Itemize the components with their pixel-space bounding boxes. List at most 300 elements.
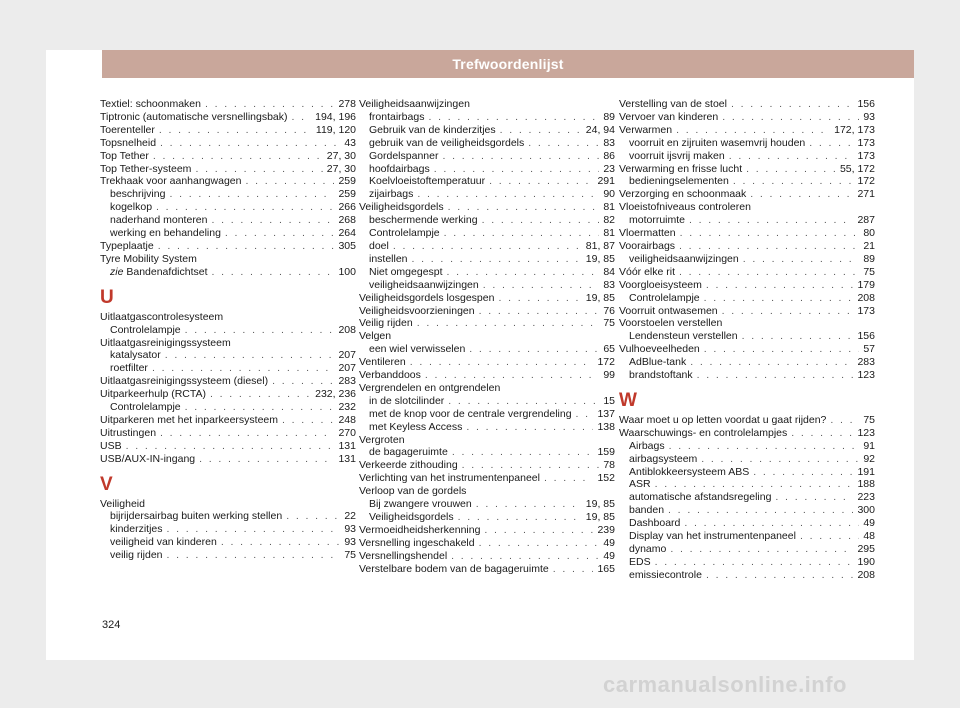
- dot-leader: [701, 453, 859, 466]
- index-subentry: [100, 201, 356, 214]
- index-subentry: [359, 498, 615, 511]
- index-subentry: [359, 408, 615, 421]
- entry-term: veiligheidsaanwijzingen: [629, 252, 739, 265]
- index-subentry: [359, 150, 615, 163]
- entry-pages: 165: [597, 562, 615, 575]
- entry-term: Verwarming en frisse lucht: [619, 162, 743, 175]
- dot-leader: [199, 453, 334, 466]
- index-entry: [359, 459, 615, 472]
- dot-leader: [706, 279, 854, 292]
- index-entry: Uitlaatgascontrolesysteem: [100, 310, 224, 323]
- entry-pages: 99: [603, 369, 615, 382]
- entry-term: beschermende werking: [369, 214, 478, 227]
- index-subentry: [619, 504, 875, 517]
- index-subentry: [359, 163, 615, 176]
- dot-leader: [428, 111, 599, 124]
- entry-pages: 49: [863, 517, 875, 530]
- entry-pages: 22: [344, 510, 356, 523]
- index-entry: [619, 227, 875, 240]
- index-entry: [619, 414, 875, 427]
- entry-pages: 270: [338, 426, 356, 439]
- entry-term: USB/AUX-IN-ingang: [100, 452, 196, 465]
- entry-term: naderhand monteren: [110, 214, 208, 227]
- index-entry: [619, 427, 875, 440]
- index-entry: Veiligheidsaanwijzingen: [359, 98, 470, 110]
- dot-leader: [167, 523, 341, 536]
- dot-leader: [753, 466, 853, 479]
- entry-pages: 19, 85: [585, 498, 615, 511]
- index-entry: [100, 440, 356, 453]
- entry-pages: 49: [603, 536, 615, 549]
- dot-leader: [434, 163, 600, 176]
- dot-leader: [528, 137, 599, 150]
- entry-term: Controlelampje: [110, 401, 181, 414]
- dot-leader: [746, 163, 836, 176]
- dot-leader: [282, 414, 334, 427]
- index-entry: [359, 356, 615, 369]
- index-subentry: [100, 549, 356, 562]
- entry-term: Trekhaak voor aanhangwagen: [100, 175, 242, 188]
- dot-leader: [750, 188, 853, 201]
- entry-term: Versnellingshendel: [359, 549, 448, 562]
- dot-leader: [722, 111, 859, 124]
- entry-term: Lendensteun verstellen: [629, 330, 738, 343]
- entry-term: met Keyless Access: [369, 420, 463, 433]
- index-subentry: [619, 292, 875, 305]
- entry-term: voorruit ijsvrij maken: [629, 149, 725, 162]
- index-subentry: [619, 137, 875, 150]
- index-entry: [100, 175, 356, 188]
- entry-pages: 287: [857, 214, 875, 227]
- entry-term-text: Bandenafdichtset: [126, 265, 208, 278]
- dot-leader: [484, 524, 593, 537]
- dot-leader: [126, 440, 335, 453]
- entry-term: kinderzitjes: [110, 523, 163, 536]
- entry-term: brandstoftank: [629, 369, 693, 382]
- dot-leader: [809, 137, 853, 150]
- dot-leader: [669, 440, 860, 453]
- entry-term: kogelkop: [110, 201, 153, 214]
- dot-leader: [447, 266, 600, 279]
- index-entry: [619, 163, 875, 176]
- entry-term: emissiecontrole: [629, 568, 702, 581]
- index-subentry: [100, 214, 356, 227]
- index-entry: [359, 201, 615, 214]
- index-subentry: [100, 188, 356, 201]
- dot-leader: [458, 511, 582, 524]
- index-subentry: [619, 543, 875, 556]
- entry-term: Versnelling ingeschakeld: [359, 536, 475, 549]
- entry-term: motorruimte: [629, 214, 686, 227]
- entry-term: Textiel: schoonmaken: [100, 98, 201, 110]
- watermark-logo: carmanualsonline.info: [603, 672, 847, 697]
- dot-leader: [684, 517, 859, 530]
- index-subentry: [359, 421, 615, 434]
- index-entry: [619, 305, 875, 318]
- entry-term: Voorairbags: [619, 239, 676, 252]
- dot-leader: [576, 408, 594, 421]
- dot-leader: [210, 388, 311, 401]
- index-subentry: [359, 111, 615, 124]
- entry-term: Display van het instrumentenpaneel: [629, 530, 796, 543]
- dot-leader: [729, 150, 854, 163]
- entry-term: veiligheidsaanwijzingen: [369, 278, 479, 291]
- entry-pages: 19, 85: [585, 511, 615, 523]
- entry-term: Uitparkeerhulp (RCTA): [100, 388, 206, 401]
- index-letter-heading: V: [100, 473, 113, 495]
- entry-pages: 283: [338, 375, 356, 388]
- entry-pages: 232, 236: [315, 388, 356, 401]
- index-entry: [359, 537, 615, 550]
- dot-leader: [706, 569, 854, 582]
- entry-pages: 55, 172: [839, 162, 875, 175]
- index-subentry: [619, 440, 875, 453]
- page-number: 324: [102, 619, 121, 631]
- entry-term: in de slotcilinder: [369, 394, 445, 407]
- entry-pages: 159: [597, 446, 615, 459]
- dot-leader: [225, 227, 335, 240]
- entry-pages: 131: [338, 452, 356, 465]
- entry-term: Niet omgegespt: [369, 265, 443, 278]
- index-entry: [100, 150, 356, 163]
- entry-pages: 78: [603, 459, 615, 472]
- dot-leader: [410, 356, 594, 369]
- entry-term: Verstelbare bodem van de bagageruimte: [359, 562, 549, 575]
- entry-pages: 271: [857, 188, 875, 201]
- index-subentry: [100, 401, 356, 414]
- dot-leader: [160, 137, 340, 150]
- dot-leader: [676, 124, 830, 137]
- entry-pages: 76: [603, 304, 615, 317]
- entry-term: zijairbags: [369, 188, 414, 201]
- entry-term: Vulhoeveelheden: [619, 343, 700, 356]
- entry-pages: 24, 94: [585, 123, 615, 136]
- dot-leader: [479, 537, 600, 550]
- entry-term: EDS: [629, 555, 651, 568]
- entry-pages: 49: [603, 549, 615, 562]
- entry-pages: 89: [863, 252, 875, 265]
- dot-leader: [670, 543, 853, 556]
- entry-pages: 19, 85: [585, 252, 615, 265]
- entry-pages: 48: [863, 530, 875, 543]
- entry-pages: 93: [344, 523, 356, 536]
- entry-term: airbagsysteem: [629, 452, 698, 465]
- dot-leader: [697, 369, 854, 382]
- dot-leader: [704, 343, 860, 356]
- entry-term: veiligheid van kinderen: [110, 536, 217, 549]
- index-entry: [359, 563, 615, 576]
- index-entry: [100, 240, 356, 253]
- dot-leader: [479, 305, 600, 318]
- dot-leader: [775, 491, 853, 504]
- index-entry: Velgen: [359, 330, 392, 343]
- entry-term: Uitparkeren met het inparkeersysteem: [100, 413, 278, 426]
- index-entry: [100, 427, 356, 440]
- index-subentry: [359, 214, 615, 227]
- index-subentry: [100, 510, 356, 523]
- index-entry: [359, 369, 615, 382]
- index-entry: [619, 111, 875, 124]
- index-entry: [100, 388, 356, 401]
- entry-pages: 15: [603, 394, 615, 407]
- entry-pages: 93: [344, 536, 356, 549]
- entry-pages: 300: [857, 504, 875, 517]
- index-subentry: [619, 569, 875, 582]
- dot-leader: [722, 305, 854, 318]
- entry-pages: 295: [857, 543, 875, 555]
- entry-pages: 172, 173: [834, 123, 875, 136]
- index-subentry: [359, 188, 615, 201]
- entry-term: Bij zwangere vrouwen: [369, 498, 472, 511]
- entry-term: Verwarmen: [619, 123, 673, 136]
- dot-leader: [679, 240, 859, 253]
- entry-pages: 57: [863, 343, 875, 356]
- entry-term: Waarschuwings- en controlelampjes: [619, 426, 788, 439]
- entry-term: Veiligheidsgordels: [369, 511, 454, 523]
- dot-leader: [679, 266, 859, 279]
- dot-leader: [742, 330, 854, 343]
- index-entry: Tyre Mobility System: [100, 252, 197, 265]
- entry-pages: 259: [338, 175, 356, 188]
- dot-leader: [733, 175, 854, 188]
- dot-leader: [442, 150, 599, 163]
- entry-term: Verkeerde zithouding: [359, 459, 458, 472]
- entry-term: gebruik van de veiligheidsgordels: [369, 136, 525, 149]
- dot-leader: [185, 324, 335, 337]
- index-letter-heading: U: [100, 286, 114, 308]
- dot-leader: [212, 266, 335, 279]
- index-entry: Verloop van de gordels: [359, 485, 467, 498]
- index-subentry: [619, 478, 875, 491]
- entry-term: dynamo: [629, 543, 667, 555]
- index-subentry: [359, 279, 615, 292]
- entry-term: Verbanddoos: [359, 369, 421, 382]
- dot-leader: [425, 369, 599, 382]
- index-entry: [619, 279, 875, 292]
- entry-term: bedieningselementen: [629, 175, 729, 188]
- index-subentry: [359, 446, 615, 459]
- dot-leader: [452, 446, 594, 459]
- entry-pages: 291: [597, 175, 615, 188]
- dot-leader: [169, 188, 334, 201]
- dot-leader: [412, 253, 582, 266]
- entry-pages: 82: [603, 214, 615, 227]
- dot-leader: [476, 498, 582, 511]
- header-bar: [102, 50, 914, 78]
- entry-pages: 266: [338, 201, 356, 214]
- entry-pages: 190: [857, 555, 875, 568]
- dot-leader: [221, 536, 340, 549]
- dot-leader: [689, 214, 853, 227]
- index-entry: [100, 414, 356, 427]
- dot-leader: [451, 550, 599, 563]
- index-entry: [100, 124, 356, 137]
- entry-pages: 93: [863, 110, 875, 123]
- index-subentry: [359, 240, 615, 253]
- entry-term: AdBlue-tank: [629, 356, 687, 369]
- dot-leader: [489, 175, 593, 188]
- entry-term: Top Tether: [100, 149, 149, 162]
- index-subentry: [100, 227, 356, 240]
- index-column-2: [359, 98, 615, 576]
- entry-term: Verzorging en schoonmaak: [619, 188, 747, 201]
- index-letter-heading: W: [619, 389, 637, 411]
- dot-leader: [482, 214, 600, 227]
- entry-pages: 248: [338, 413, 356, 426]
- dot-leader: [498, 292, 581, 305]
- entry-term: banden: [629, 504, 665, 517]
- entry-pages: 172: [857, 175, 875, 188]
- entry-pages: 83: [603, 278, 615, 291]
- index-subentry: [359, 253, 615, 266]
- dot-leader: [286, 510, 340, 523]
- entry-term: Verlichting van het instrumentenpaneel: [359, 472, 540, 485]
- entry-term: bijrijdersairbag buiten werking stellen: [110, 510, 283, 523]
- entry-pages: 90: [603, 188, 615, 201]
- dot-leader: [444, 227, 600, 240]
- index-entry: [100, 137, 356, 150]
- entry-term: voorruit en zijruiten wasemvrij houden: [629, 136, 806, 149]
- index-entry: Vergrendelen en ontgrendelen: [359, 381, 501, 394]
- entry-pages: 131: [338, 439, 356, 452]
- index-subentry: [619, 517, 875, 530]
- entry-term: roetfilter: [110, 362, 148, 375]
- dot-leader: [830, 414, 859, 427]
- entry-term: Controlelampje: [110, 323, 181, 336]
- index-entry: [100, 111, 356, 124]
- index-subentry: [359, 227, 615, 240]
- index-subentry: [359, 175, 615, 188]
- entry-pages: 278: [338, 98, 356, 110]
- dot-leader: [212, 214, 335, 227]
- entry-pages: 156: [857, 330, 875, 343]
- entry-pages: 27, 30: [326, 149, 356, 162]
- entry-pages: 208: [857, 291, 875, 304]
- index-entry: [619, 240, 875, 253]
- entry-pages: 83: [603, 136, 615, 149]
- index-entry: Vergroten: [359, 433, 405, 446]
- index-subentry: [619, 453, 875, 466]
- dot-leader: [152, 362, 335, 375]
- dot-leader: [500, 124, 582, 137]
- index-subentry: [359, 395, 615, 408]
- entry-term: Gordelspanner: [369, 149, 439, 162]
- entry-pages: 19, 85: [585, 291, 615, 304]
- dot-leader: [167, 549, 341, 562]
- dot-leader: [417, 317, 600, 330]
- entry-pages: 305: [338, 239, 356, 252]
- entry-pages: 179: [857, 278, 875, 291]
- index-entry: [100, 98, 356, 111]
- dot-leader: [483, 279, 600, 292]
- dot-leader: [743, 253, 860, 266]
- entry-term: Vóór elke rit: [619, 265, 676, 278]
- index-subentry: [619, 530, 875, 543]
- entry-term: Vloermatten: [619, 227, 676, 240]
- entry-pages: 268: [338, 214, 356, 227]
- index-subentry: [359, 137, 615, 150]
- dot-leader: [800, 530, 859, 543]
- entry-term: USB: [100, 439, 122, 452]
- index-subentry: [619, 491, 875, 504]
- index-subentry: [619, 556, 875, 569]
- index-entry: [359, 305, 615, 318]
- entry-pages: 137: [597, 407, 615, 420]
- entry-term: Tiptronic (automatische versnellingsbak): [100, 110, 288, 123]
- dot-leader: [731, 98, 853, 111]
- entry-term: Uitrustingen: [100, 426, 157, 439]
- entry-pages: 172: [597, 356, 615, 369]
- entry-pages: 27, 30: [326, 162, 356, 175]
- index-entry: [100, 163, 356, 176]
- dot-leader: [153, 150, 323, 163]
- dot-leader: [195, 163, 322, 176]
- dot-leader: [469, 343, 599, 356]
- index-page: [46, 50, 914, 660]
- index-entry: Vloeistofniveaus controleren: [619, 201, 751, 214]
- entry-pages: 138: [597, 420, 615, 433]
- entry-pages: 81: [603, 201, 615, 214]
- entry-pages: 208: [857, 568, 875, 581]
- index-subentry: [359, 343, 615, 356]
- entry-pages: 264: [338, 227, 356, 240]
- entry-term: werking en behandeling: [110, 227, 221, 240]
- index-entry: Uitlaatgasreinigingssysteem: [100, 336, 231, 349]
- index-subentry: [619, 466, 875, 479]
- entry-term: Topsnelheid: [100, 136, 157, 149]
- entry-pages: 283: [857, 356, 875, 369]
- entry-term: Voorgloeisysteem: [619, 278, 702, 291]
- dot-leader: [544, 472, 594, 485]
- dot-leader: [393, 240, 582, 253]
- entry-term: Veiligheidsgordels: [359, 201, 444, 214]
- index-subentry: [619, 330, 875, 343]
- entry-pages: 259: [338, 188, 356, 201]
- entry-pages: 91: [863, 439, 875, 452]
- index-subentry: [100, 523, 356, 536]
- entry-pages: 207: [338, 362, 356, 375]
- dot-leader: [466, 421, 593, 434]
- entry-term: ASR: [629, 478, 651, 491]
- entry-term: katalysator: [110, 349, 161, 362]
- index-subentry: [619, 369, 875, 382]
- dot-leader: [655, 556, 854, 569]
- entry-pages: 75: [863, 413, 875, 426]
- dot-leader: [159, 124, 312, 137]
- entry-term: Vermoeidheidsherkenning: [359, 523, 481, 536]
- entry-pages: 21: [863, 239, 875, 252]
- index-subentry: [100, 324, 356, 337]
- index-subentry: [100, 362, 356, 375]
- index-entry: [619, 343, 875, 356]
- entry-term: Toerenteller: [100, 123, 155, 136]
- entry-pages: 81, 87: [585, 239, 615, 252]
- dot-leader: [791, 427, 853, 440]
- index-entry: [619, 188, 875, 201]
- entry-term: de bagageruimte: [369, 446, 448, 459]
- entry-term: Veilig rijden: [359, 317, 413, 330]
- entry-term: instellen: [369, 252, 408, 265]
- entry-pages: 23: [603, 162, 615, 175]
- dot-leader: [668, 504, 853, 517]
- entry-term: frontairbags: [369, 110, 425, 123]
- see-reference: zie: [110, 265, 124, 278]
- entry-term: Gebruik van de kinderzitjes: [369, 123, 496, 136]
- index-entry: [619, 98, 875, 111]
- index-entry: [359, 317, 615, 330]
- entry-pages: 84: [603, 265, 615, 278]
- index-entry: [100, 453, 356, 466]
